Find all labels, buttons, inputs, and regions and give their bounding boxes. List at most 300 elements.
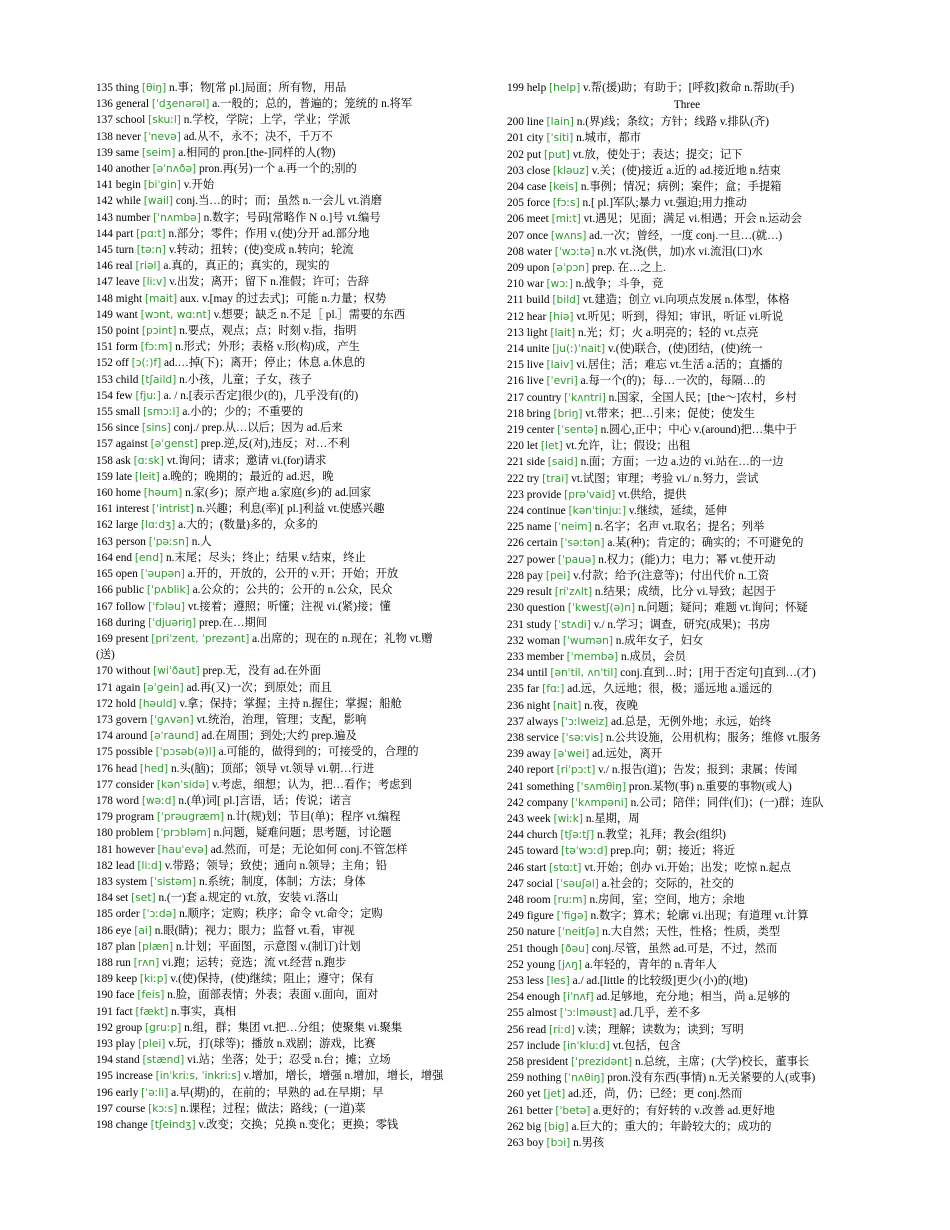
entry-definition: vt.听见；听到，得知；审讯，听证 vi.听说 [573,310,784,323]
entry-headword: 167 follow [96,600,149,613]
entry-headword: 221 side [507,456,548,469]
vocab-entry [507,325,857,341]
vocab-entry [507,730,857,746]
entry-definition: v.玩，打(球等)；播放 n.戏剧；游戏，比赛 [165,1037,376,1050]
entry-phonetic: [lait] [550,326,576,339]
entry-definition: a.每一个(的)；每…一次的，每隔…的 [577,375,766,388]
entry-phonetic: [ˈdjuəriŋ] [148,616,197,629]
entry-phonetic: [lɑːdʒ] [140,519,176,532]
entry-phonetic: [bɔi] [546,1137,571,1149]
entry-headword: 220 let [507,440,541,453]
vocab-entry [96,550,448,566]
right-column-entries [507,114,857,1151]
entry-definition: n.系统；制度，体制；方法；身体 [196,875,366,888]
entry-phonetic: [wɔnt, wɑːnt] [140,308,211,321]
entry-phonetic: [feis] [137,989,165,1002]
entry-definition: vi.站；坐落；处于；忍受 n.台；摊；立场 [184,1054,391,1067]
entry-phonetic: [əˈnʌðə] [152,163,197,176]
entry-phonetic: [ˈneitʃə] [557,926,600,939]
vocab-entry [96,517,448,533]
entry-headword: 252 young [507,958,558,971]
vocab-entry [96,582,448,598]
vocab-entry [96,355,448,371]
vocab-entry [96,793,448,809]
entry-definition: a.真的，真正的；真实的，现实的 [160,260,330,273]
entry-headword: 165 open [96,568,141,581]
vocab-entry [507,130,857,146]
entry-headword: 148 might [96,292,145,305]
entry-headword: 245 toward [507,845,561,858]
vocab-entry [507,292,857,308]
entry-phonetic: [bild] [552,294,581,307]
vocab-entry [96,1068,448,1084]
entry-headword: 261 better [507,1104,556,1117]
entry-headword: 169 present [96,632,152,645]
entry-definition: v.读；理解；读数为；读到；写明 [574,1023,744,1036]
entry-phonetic: [kənˈtinjuː] [568,505,627,518]
entry-definition: n.问题，疑难问题；思考题，讨论题 [210,827,392,840]
entry-headword: 146 real [96,260,136,273]
entry-definition: a.年轻的，青年的 n.青年人 [582,958,717,971]
entry-phonetic: [ˈɔːlməust] [559,1007,617,1020]
entry-definition: n.水 vt.浇(供，加)水 vi.流泪(口)水 [594,245,763,258]
entry-definition: n.组，群；集团 vt.把…分组；使聚集 vi.聚集 [181,1021,403,1034]
entry-phonetic: [fɑː] [542,683,565,696]
entry-phonetic: [ˈnevə] [143,130,181,143]
vocab-entry [96,469,448,485]
entry-headword: 203 close [507,164,553,177]
entry-phonetic: [fækt] [135,1005,169,1018]
entry-definition: ad.在周围；到处;大约 prep.遍及 [198,730,357,743]
vocab-entry [507,665,857,681]
entry-headword: 150 point [96,325,142,338]
entry-headword: 204 case [507,181,550,194]
entry-definition: a.小的；少的；不重要的 [179,406,304,419]
entry-headword: 243 week [507,812,554,825]
entry-phonetic: [ðəu] [560,942,589,955]
entry-definition: n.兴趣；利息(率)[ pl.]利益 vt.使感兴趣 [193,503,385,516]
vocab-entry [507,649,857,665]
entry-headword: 175 possible [96,746,156,759]
entry-definition: n.事实，真相 [168,1005,237,1018]
entry-phonetic: [briŋ] [553,407,583,420]
entry-definition: v.(使)联合，(使)团结，(使)统一 [605,343,763,356]
entry-definition: a.一般的；总的，普遍的；笼统的 n.将军 [209,98,413,111]
vocab-entry [507,519,857,535]
vocab-entry [507,779,857,795]
entry-phonetic: [biˈgin] [143,179,181,192]
entry-definition: ad.然而，可是；无论如何 conj.不管怎样 [207,843,408,856]
entry-definition: a.相同的 pron.[the-]同样的人(物) [175,146,336,159]
entry-headword: 137 school [96,114,149,127]
entry-headword: 238 service [507,731,562,744]
entry-headword: 255 almost [507,1007,560,1020]
entry-headword: 192 group [96,1021,145,1034]
entry-phonetic: [riˈpɔːt] [556,764,596,777]
entry-headword: 154 few [96,389,136,402]
entry-headword: 168 during [96,616,149,629]
entry-phonetic: [ɑːsk] [133,454,164,467]
entry-definition: n.总统，主席；(大学)校长，董事长 [632,1055,810,1068]
entry-definition: conj.当…的时；而；虽然 n.一会儿 vt.消磨 [173,195,383,208]
vocab-entry [507,552,857,568]
entry-headword: 183 system [96,875,150,888]
entry-headword: 152 off [96,357,132,370]
vocab-entry [507,357,857,373]
vocab-entry [96,226,448,242]
vocab-entry [96,858,448,874]
entry-definition: n.夜，夜晚 [581,699,638,712]
entry-phonetic: [təˈwɔːd] [560,845,608,858]
entry-phonetic: [big] [544,1120,569,1133]
entry-definition: ad.…掉(下)；离开；停止；休息 a.休息的 [161,357,366,370]
vocab-entry [507,860,857,876]
entry-headword: 219 center [507,424,558,437]
entry-definition: n.成员，会员 [618,650,686,663]
vocab-entry [96,1052,448,1068]
entry-headword: 231 study [507,618,555,631]
vocab-entry [507,487,857,503]
vocab-entry [507,698,857,714]
entry-definition: vi.居住；活；难忘 vt.生活 a.活的；直播的 [573,359,783,372]
vocab-entry [507,600,857,616]
entry-headword: 233 member [507,650,567,663]
entry-phonetic: [hiə] [549,310,574,323]
entry-phonetic: [ˈnʌθiŋ] [564,1072,605,1085]
entry-headword: 140 another [96,163,153,176]
entry-phonetic: [ˈsʌmθiŋ] [576,780,627,793]
entry-phonetic: [fɔːm] [140,341,173,354]
vocab-entry [96,96,448,112]
entry-definition: aux. v.[may 的过去式]；可能 n.力量；权势 [177,292,387,305]
entry-phonetic: [ˈprezidənt] [571,1055,633,1068]
entry-phonetic: [wɔː] [546,278,573,291]
vocab-entry [507,390,857,406]
entry-headword: 163 person [96,535,149,548]
vocab-entry [507,438,857,454]
entry-phonetic: [ˈəːli] [141,1086,169,1099]
entry-phonetic: [ju(ː)ˈnait] [552,343,606,356]
vocab-entry [507,924,857,940]
vocab-entry [507,276,857,292]
entry-headword: 199 help [507,82,550,94]
entry-definition: n.国家，全国人民；[the～]农村，乡村 [605,391,797,404]
entry-headword: 236 night [507,699,553,712]
entry-headword: 181 however [96,843,158,856]
entry-headword: 222 try [507,472,543,485]
entry-headword: 240 report [507,764,557,777]
entry-phonetic: [tʃaild] [141,373,177,386]
entry-phonetic: [hauˈevə] [157,843,208,856]
entry-phonetic: [help] [549,82,581,94]
vocab-entry [96,323,448,339]
entry-definition: n.学校，学院；上学，学业；学派 [180,114,351,127]
entry-definition: a.社会的；交际的，社交的 [598,877,734,890]
entry-definition: n.数字；算术；轮廓 vi.出现；有道理 vt.计算 [587,910,809,923]
entry-definition: n.面；方面；一边 a.边的 vi.站在…的一边 [577,456,784,469]
entry-definition: n.人 [188,535,212,548]
vocab-entry [507,503,857,519]
entry-phonetic: [əˈwei] [553,748,590,761]
entry-definition: a.更好的；有好转的 v.改善 ad.更好地 [590,1104,775,1117]
entry-headword: 223 provide [507,488,565,501]
entry-phonetic: [tʃeindʒ] [150,1119,196,1131]
entry-definition: vt.试图；审理；考验 vi./ n.努力，尝试 [568,472,759,485]
entry-definition: v.付款；给予(注意等)；付出代价 n.工资 [570,569,770,582]
vocab-entry [507,1005,857,1021]
entry-headword: 254 enough [507,991,563,1004]
entry-phonetic: [tʃəːtʃ] [560,829,595,842]
entry-headword: 191 fact [96,1005,136,1018]
entry-phonetic: [pɔint] [141,325,177,338]
entry-definition: n.[ pl.]军队;暴力 vt.强迫;用力推动 [579,197,747,210]
vocab-entry [96,1036,448,1052]
vocab-entry [507,309,857,325]
vocab-entry [96,906,448,922]
vocab-entry [96,615,448,631]
vocab-entry [96,842,448,858]
entry-definition: vt.询问；请求；邀请 vi.(for)请求 [163,454,327,467]
entry-headword: 259 nothing [507,1072,565,1085]
entry-headword: 197 course [96,1102,149,1115]
vocab-entry [507,422,857,438]
entry-definition: n.眼(睛)；视力；眼力；监督 vt.看，审视 [151,924,355,937]
vocab-entry [96,890,448,906]
vocab-entry [96,210,448,226]
entry-headword: 178 word [96,794,142,807]
entry-headword: 136 general [96,98,152,111]
entry-definition: conj.尽管，虽然 ad.可是，不过，然而 [588,942,778,955]
entry-headword: 253 less [507,974,547,987]
entry-headword: 242 company [507,796,572,809]
vocab-entry [507,989,857,1005]
entry-definition: n.结果；成绩，比分 vi.导致；起因于 [592,586,776,599]
entry-phonetic: [fjuː] [135,389,161,402]
entry-definition: n.形式；外形；表格 v.形(构)成，产生 [172,341,360,354]
entry-phonetic: [set] [131,892,156,905]
vocab-entry [96,599,448,615]
entry-definition: prep. 在…之上. [589,262,666,275]
entry-phonetic: [jet] [543,1088,566,1101]
entry-phonetic: [ˈneim] [554,521,592,534]
entry-phonetic: [ˈkwestʃ(ə)n] [567,602,636,615]
entry-definition: pron.某物(事) n.重要的事物(或人) [626,780,792,793]
entry-headword: 189 keep [96,973,140,986]
entry-headword: 179 program [96,811,157,824]
entry-phonetic: [ˈpʌblik] [146,584,190,597]
vocab-entry [507,195,857,211]
entry-definition: n.事例；情况；病例；案件；盒；手提箱 [578,181,782,194]
entry-phonetic: [θiŋ] [141,82,167,94]
entry-definition: v.拿；保持；掌握；主持 n.握住；掌握；船舱 [176,697,402,710]
vocab-entry [507,811,857,827]
entry-headword: 260 yet [507,1088,544,1101]
entry-definition: vt.建造；创立 vi.向项点发展 n.体型，体格 [580,294,790,307]
entry-headword: 229 result [507,586,555,599]
entry-phonetic: [həum] [143,487,183,500]
entry-headword: 241 something [507,780,577,793]
entry-definition: n.家(乡)；原产地 a.家庭(乡)的 ad.回家 [182,487,372,500]
entry-phonetic: [smɔːl] [143,406,180,419]
entry-headword: 202 put [507,148,545,161]
entry-phonetic: [ˈsiti] [546,132,574,145]
entry-headword: 198 change [96,1119,151,1131]
entry-phonetic: [skuːl] [148,114,181,127]
entry-phonetic: [fɔːs] [552,197,580,210]
entry-phonetic: [mait] [144,292,178,305]
entry-phonetic: [ai] [134,924,152,937]
entry-definition: v./ n.报告(道)；告发；报到；隶属；传闻 [595,764,798,777]
entry-headword: 205 force [507,197,553,210]
entry-definition: n.公共设施，公用机构；服务；维修 vt.服务 [603,731,821,744]
entry-headword: 214 unite [507,343,553,356]
vocab-entry [96,1020,448,1036]
entry-headword: 213 light [507,326,551,339]
entry-headword: 164 end [96,551,135,564]
entry-phonetic: [ˈsəːtən] [560,537,605,550]
entry-headword: 196 early [96,1086,142,1099]
entry-phonetic: [laiv] [546,359,574,372]
vocab-entry [507,584,857,600]
entry-definition: pron.没有东西(事情) n.无关紧要的人(或事) [604,1072,816,1085]
entry-phonetic: [ˈdʒenərəl] [151,98,210,111]
vocab-entry [507,179,857,195]
entry-phonetic: [əˈraund] [149,730,199,743]
entry-definition: v.改变；交换；兑换 n.变化；更换；零钱 [195,1119,399,1131]
entry-definition: ad.从不，永不；决不，千万不 [180,130,333,143]
vocab-entry [507,795,857,811]
entry-definition: n.小孩，儿童；子女，孩子 [176,373,312,386]
vocab-entry [96,631,448,663]
entry-definition: ad.足够地，充分地；相当，尚 a.足够的 [593,991,791,1004]
entry-headword: 158 ask [96,454,134,467]
vocab-entry [96,242,448,258]
entry-headword: 248 room [507,893,554,906]
entry-headword: 225 name [507,521,555,534]
entry-phonetic: [kləuz] [552,164,589,177]
vocab-entry [96,420,448,436]
entry-definition: v.开始 [180,179,215,192]
entry-headword: 184 set [96,892,132,905]
entry-phonetic: [prəˈvaid] [564,488,616,501]
entry-definition: n.教堂；礼拜；教会(组织) [594,829,726,842]
entry-headword: 257 include [507,1039,563,1052]
vocab-entry [507,341,857,357]
entry-headword: 180 problem [96,827,157,840]
entry-phonetic: [priˈzent, ˈprezənt] [151,632,250,645]
entry-phonetic: [let] [540,440,563,453]
entry-phonetic: [ˈevri] [546,375,578,388]
vocab-entry [507,762,857,778]
entry-headword: 141 begin [96,179,144,192]
entry-definition: v.关；(使)接近 a.近的 ad.接近地 n.结束 [588,164,781,177]
entry-headword: 258 president [507,1055,572,1068]
entry-definition: v.想要；缺乏 n.不足［ pl.］需要的东西 [210,308,406,321]
entry-definition: n.(一)套 a.规定的 vt.放，安装 vi.落山 [155,892,339,905]
vocab-entry [96,534,448,550]
vocab-entry [96,923,448,939]
entry-definition: n.大自然；天性，性格；性质，类型 [599,926,781,939]
entry-headword: 193 play [96,1037,139,1050]
vocab-entry [507,1086,857,1102]
vocab-entry [507,406,857,422]
entry-phonetic: [inˈkluːd] [562,1039,610,1052]
entry-headword: 187 plan [96,940,139,953]
entry-headword: 239 away [507,748,554,761]
entry-phonetic: [ˈsəuʃəl] [555,877,599,890]
vocab-entry [507,681,857,697]
entry-headword: 251 though [507,942,561,955]
entry-definition: v./ n.学习；调查，研究(成果)；书房 [590,618,771,631]
entry-phonetic: [ˈpɔsəb(ə)l] [155,746,216,759]
vocab-entry [96,777,448,793]
entry-definition: n.课程；过程；做法；路线；(一道)菜 [177,1102,366,1115]
vocab-entry [507,244,857,260]
entry-definition: ad.还，尚，仍；已经；更 conj.然而 [565,1088,743,1101]
entry-headword: 247 social [507,877,556,890]
entry-phonetic: [pɑːt] [136,227,166,240]
entry-phonetic: [trai] [542,472,569,485]
entry-phonetic: [ˈstʌdi] [554,618,591,631]
vocab-entry [96,987,448,1003]
entry-definition: n.权力；(能)力；电力；幂 vt.使开动 [595,553,776,566]
entry-phonetic: [ˈfigə] [556,910,588,923]
vocab-entry [507,568,857,584]
entry-definition: n.顺序；定购；秩序；命令 vt.命令；定购 [176,908,383,921]
vocab-entry [507,373,857,389]
right-column [507,80,857,1151]
entry-headword: 195 increase [96,1070,156,1083]
vocab-entry [96,1004,448,1020]
entry-phonetic: [ruːm] [553,893,587,906]
entry-definition: conj.直到…时；[用于否定句]直到…(才) [617,667,816,680]
entry-headword: 143 number [96,211,154,224]
entry-headword: 170 without [96,665,154,678]
vocab-entry [96,955,448,971]
vocab-entry [507,1103,857,1119]
vocab-entry [507,454,857,470]
entry-definition: ad.总是，无例外地；永远，始终 [608,715,772,728]
entry-definition: n.(界)线；条纹；方针；线路 v.排队(齐) [573,116,769,129]
entry-definition: a./ ad.[little 的比较级]更少(小)的(地) [569,974,748,987]
entry-phonetic: [keis] [549,181,579,194]
entry-phonetic: [end] [134,551,164,564]
entry-headword: 208 water [507,245,555,258]
vocab-entry [96,1101,448,1117]
entry-definition: v.帮(援)助；有助于；[呼救]救命 n.帮助(手) [580,82,795,94]
entry-phonetic: [ˈprəugræm] [156,811,225,824]
vocab-entry [96,501,448,517]
vocab-entry [96,874,448,890]
entry-headword: 174 around [96,730,150,743]
entry-headword: 194 stand [96,1054,143,1067]
entry-phonetic: [ˈbetə] [555,1104,591,1117]
entry-phonetic: [təːn] [136,244,167,257]
entry-phonetic: [sins] [141,422,171,435]
entry-phonetic: [ˈprɔbləm] [156,827,211,840]
entry-headword: 256 read [507,1023,550,1036]
entry-phonetic: [inˈkriːs, ˈinkriːs] [155,1070,241,1083]
entry-headword: 144 part [96,227,137,240]
vocab-entry [96,307,448,323]
vocab-entry [507,892,857,908]
entry-phonetic: [ˈsəːvis] [561,731,604,744]
vocab-entry [507,80,857,96]
entry-phonetic: [liːd] [137,859,162,872]
entry-definition: ad.远处，离开 [589,748,663,761]
vocab-entry [96,177,448,193]
entry-definition: n.要点，观点；点；时刻 v.指，指明 [176,325,357,338]
